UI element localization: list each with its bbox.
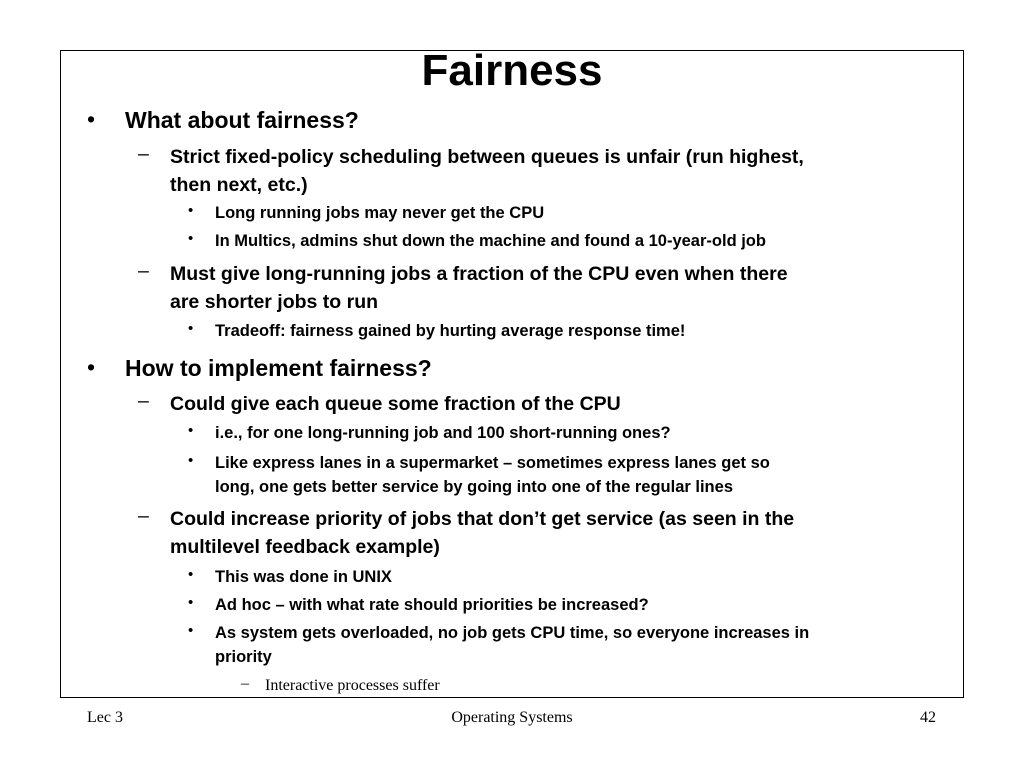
point-multics: In Multics, admins shut down the machine and found a 10-year-old job xyxy=(215,232,766,250)
point-ad-hoc: Ad hoc – with what rate should priorities be increased? xyxy=(215,596,649,614)
sub-bullet-give-each-queue: Could give each queue some fraction of the CPU xyxy=(170,393,621,415)
sub-bullet-increase-priority-cont: multilevel feedback example) xyxy=(170,536,440,558)
footer-course: Operating Systems xyxy=(451,709,573,726)
point-done-in-unix: This was done in UNIX xyxy=(215,568,392,586)
sub-bullet-must-give-fraction: Must give long-running jobs a fraction of the CPU even when there xyxy=(170,263,788,285)
bullet-marker: • xyxy=(87,354,96,380)
dot-marker: • xyxy=(188,566,194,583)
dash-marker: – xyxy=(138,390,149,412)
dot-marker: • xyxy=(188,422,194,439)
dash-marker: – xyxy=(241,675,249,692)
point-express-lanes-cont: long, one gets better service by going into one of the regular lines xyxy=(215,478,733,496)
dot-marker: • xyxy=(188,622,194,639)
dot-marker: • xyxy=(188,320,194,337)
dash-marker: – xyxy=(138,143,149,165)
footer-lecture: Lec 3 xyxy=(87,709,123,726)
point-ie-one-long-running: i.e., for one long-running job and 100 short-running ones? xyxy=(215,424,671,442)
footer-page-number: 42 xyxy=(920,709,936,726)
dash-marker: – xyxy=(138,505,149,527)
dot-marker: • xyxy=(188,202,194,219)
point-system-overloaded: As system gets overloaded, no job gets CPU time, so everyone increases in xyxy=(215,624,810,642)
point-long-running-jobs: Long running jobs may never get the CPU xyxy=(215,204,545,222)
point-tradeoff: Tradeoff: fairness gained by hurting average response time! xyxy=(215,322,686,340)
point-interactive-processes: Interactive processes suffer xyxy=(265,677,440,694)
dot-marker: • xyxy=(188,452,194,469)
dash-marker: – xyxy=(138,260,149,282)
bullet-what-about-fairness: What about fairness? xyxy=(125,107,359,133)
dot-marker: • xyxy=(188,230,194,247)
dot-marker: • xyxy=(188,594,194,611)
point-express-lanes: Like express lanes in a supermarket – sometimes express lanes get so xyxy=(215,454,770,472)
slide-title: Fairness xyxy=(421,46,603,95)
bullet-how-to-implement: How to implement fairness? xyxy=(125,355,432,381)
sub-bullet-increase-priority: Could increase priority of jobs that don’t get service (as seen in the xyxy=(170,508,795,530)
sub-bullet-strict-fixed-policy-cont: then next, etc.) xyxy=(170,174,308,196)
point-system-overloaded-cont: priority xyxy=(215,648,272,666)
sub-bullet-strict-fixed-policy: Strict fixed-policy scheduling between queues is unfair (run highest, xyxy=(170,146,804,168)
bullet-marker: • xyxy=(87,106,96,132)
sub-bullet-must-give-fraction-cont: are shorter jobs to run xyxy=(170,291,379,313)
